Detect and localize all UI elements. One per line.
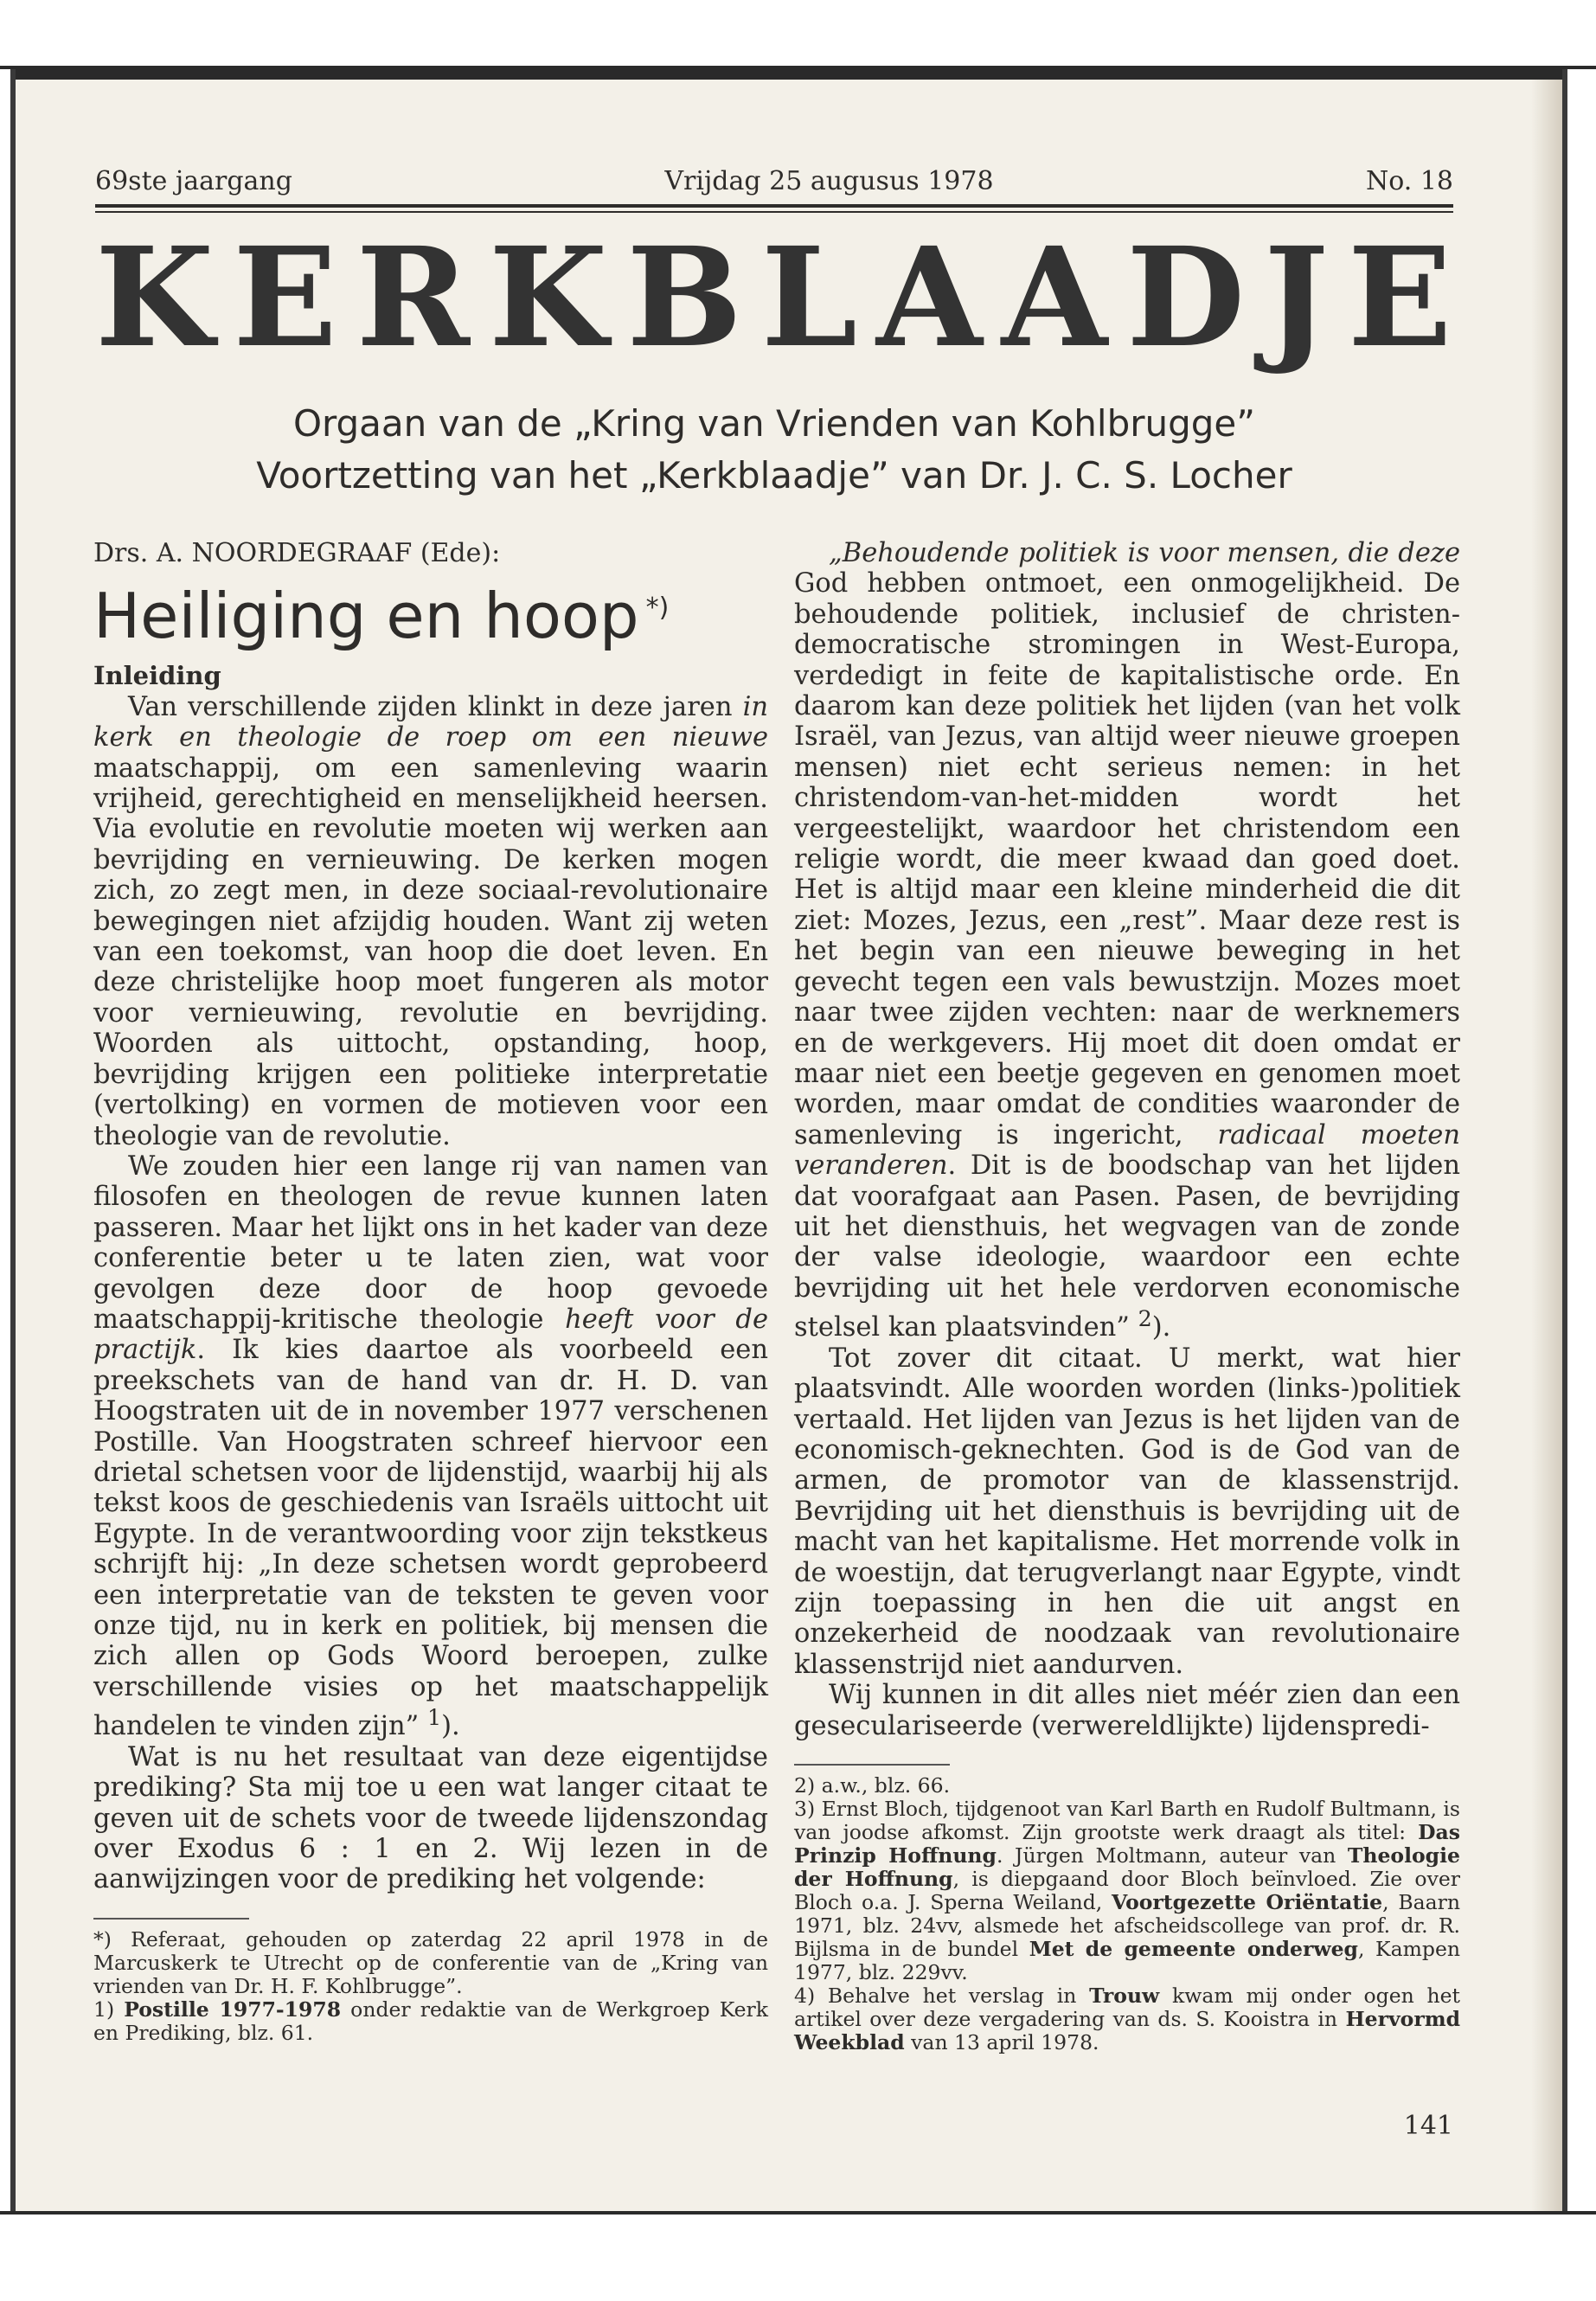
issue-date: Vrijdag 25 augusus 1978 (664, 165, 994, 196)
binding-edge-top (0, 66, 1596, 80)
quote-end: . Dit is de boodschap van het lijden dat voorafgaat aan Pasen. Pasen, de bevrijding uit het diensthuis, het wegvagen van de zonde der valse ideologie, waardoor een echte bevrijding uit het hele verdorven economische stelsel kan plaatsvinden” (794, 1150, 1460, 1343)
page-number: 141 (1403, 2111, 1453, 2141)
issue-number: No. 18 (1365, 165, 1453, 196)
quote-italic-emphasis: radicaal moeten veranderen (794, 1119, 1460, 1182)
masthead-title: KERKBLAADJE (95, 218, 1471, 378)
paragraph-1 (93, 692, 768, 1151)
footnote-3-part: , Baarn 1971, blz. 24vv, alsmede het afscheidscollege van prof. dr. R. Bijlsma in de bundel (794, 1890, 1460, 1961)
footnote-4 (794, 1984, 1460, 2054)
article-title-note: *) (645, 593, 670, 624)
paragraph-1-italic: in kerk en theologie de roep om een nieuwe (93, 691, 768, 753)
footnote-4-weekblad: Hervormd Weekblad (794, 2007, 1460, 2054)
quote-body: God hebben ontmoet, een onmogelijkheid. De behoudende politiek, inclusief de christen-democratische stromingen in West-Europa, verdedigt in feite de kapitalistische orde. En daarom kan deze politiek het lijden (van het volk Israël, van Jezus, van altijd weer nieuwe groepen mensen) niet echt serieus nemen: in het christendom-van-het-midden wordt het vergeestelijkt, waardoor het christendom een religie wordt, die meer kwaad dan goed doet. Het is altijd maar een kleine minderheid die dit ziet: Mozes, Jezus, een „rest”. Maar deze rest is het begin van een nieuwe beweging in het gevecht tegen een vals bewustzijn. Mozes moet naar twee zijden vechten: naar de werknemers en de werkgevers. Hij moet dit doen omdat er maar niet een beetje gegeven en genomen moet worden, maar omdat de condities waaronder de samenleving is ingericht, (794, 568, 1460, 1150)
footnote-3 (794, 1798, 1460, 1984)
paragraph-2-start: We zouden hier een lange rij van namen van filosofen en theologen de revue kunnen laten passeren. Maar het lijkt ons in het kader van deze conferentie beter u te laten zien, wat voor gevolgen deze door de hoop gevoede maatschappij-kritische theologie (93, 1150, 768, 1335)
masthead-subtitle-2: Voortzetting van het „Kerkblaadje” van Dr. J. C. S. Locher (256, 454, 1292, 497)
footnote-1-number: 1) (93, 1997, 125, 2022)
quote-paragraph (794, 538, 1460, 1343)
paragraph-3: Wat is nu het resultaat van deze eigentijdse prediking? Sta mij toe u een wat langer citaat te geven uit de schets voor de tweede lijdenszondag over Exodus 6 : 1 en 2. Wij lezen in de aanwijzingen voor de prediking het volgende: (93, 1741, 768, 1895)
footnote-3-part: , Kampen 1977, blz. 229vv. (794, 1937, 1460, 1984)
binding-edge-left (10, 69, 16, 2214)
footnote-3-part: . Jürgen Moltmann, auteur van (996, 1843, 1348, 1868)
footnote-4-part: 4) Behalve het verslag in (794, 1984, 1090, 2008)
footnote-star: *) Referaat, gehouden op zaterdag 22 april 1978 in de Marcuskerk te Utrecht op de conferentie van de „Kring van vrienden van Dr. H. F. Kohlbrugge”. (93, 1926, 768, 1998)
article-title (93, 568, 768, 656)
footnote-4-trouw: Trouw (1089, 1984, 1160, 2008)
footnote-4-part: van 13 april 1978. (904, 2030, 1099, 2054)
right-column (794, 538, 1460, 2054)
footnote-rule-left (93, 1918, 249, 1920)
scan-border-left (0, 69, 10, 2214)
footnote-2: 2) a.w., blz. 66. (794, 1773, 951, 1798)
section-heading: Inleiding (93, 661, 221, 691)
paragraph-4: Tot zover dit citaat. U merkt, wat hier plaatsvindt. Alle woorden worden (links-)politiek vertaald. Het lijden van Jezus is het lijden van de economisch-geknechten. God is de God van de armen, de promotor van de klassenstrijd. Bevrijding uit het diensthuis is bevrijding uit de macht van het kapitalisme. Het morrende volk in de woestijn, dat terugverlangt naar Egypte, vindt zijn toepassing in hen die uit angst en onzekerheid de noodzaak van revolutionaire klassenstrijd niet aandurven. (794, 1343, 1460, 1680)
scan-border-right (1567, 69, 1596, 2214)
quote-italic-start: „Behoudende politiek is voor mensen, die deze (829, 538, 1460, 568)
footnote-3-title-moltmann: Theologie der Hoffnung (794, 1843, 1460, 1891)
article-author: Drs. A. NOORDEGRAAF (Ede): (93, 538, 501, 568)
footnote-3-part: 3) Ernst Bloch, tijdgenoot van Karl Barth en Rudolf Bultmann, is van joodse afkomst. Zijn grootste werk draagt als titel: (794, 1797, 1460, 1844)
footnote-3-part: , is diepgaand door Bloch beïnvloed. Zie over Bloch o.a. J. Sperna Weiland, (794, 1867, 1460, 1914)
article-title-text: Heiliging en hoop (93, 580, 639, 653)
paragraph-1-start: Van verschillende zijden klinkt in deze jaren (128, 691, 743, 722)
paragraph-5: Wij kunnen in dit alles niet méér zien dan een geseculariseerde (verwereldlijkte) lijdenspredi- (794, 1680, 1460, 1741)
footnote-3-title-bundel: Met de gemeente onderweg (1029, 1937, 1358, 1961)
footnote-3-title-bloch: Das Prinzip Hoffnung (794, 1820, 1460, 1868)
paragraph-2-end: ). (441, 1711, 460, 1742)
paragraph-2-italic: heeft voor de practijk (93, 1304, 768, 1366)
quote-close: ). (1151, 1312, 1171, 1343)
masthead-subtitle-1: Orgaan van de „Kring van Vrienden van Kohlbrugge” (292, 402, 1256, 445)
footnote-1-rest: onder redaktie van de Werkgroep Kerk en Prediking, blz. 61. (93, 1997, 768, 2045)
footnote-3-title-weiland: Voortgezette Oriëntatie (1112, 1890, 1383, 1914)
footnote-ref-1: 1 (426, 1704, 442, 1731)
footnote-ref-2: 2 (1138, 1305, 1152, 1332)
volume-label: 69ste jaargang (95, 165, 292, 196)
paragraph-2 (93, 1151, 768, 1742)
header-rule-thick (95, 204, 1453, 208)
footnote-rule-right (794, 1764, 950, 1766)
footnote-1 (93, 1998, 768, 2045)
header-rule-thin (95, 211, 1453, 213)
paragraph-1-rest: maatschappij, om een samenleving waarin vrijheid, gerechtigheid en menselijkheid heersen. Via evolutie en revolutie moeten wij werken aan bevrijding en vernieuwing. De kerken mogen zich, zo zegt men, in deze sociaal-revolutionaire bewegingen niet afzijdig houden. Want zij weten van een toekomst, van hoop die doet leven. En deze christelijke hoop moet fungeren als motor voor vernieuwing, revolutie en bevrijding. Woorden als uittocht, opstanding, hoop, bevrijding krijgen een politieke interpretatie (vertolking) en vormen de motieven voor een theologie van de revolutie. (93, 753, 768, 1151)
footnote-4-part: kwam mij onder ogen het artikel over deze vergadering van ds. S. Kooistra in (794, 1984, 1460, 2031)
scan-border-top (0, 0, 1596, 69)
footnote-1-title: Postille 1977-1978 (124, 1997, 342, 2022)
running-header (95, 159, 1453, 202)
scan-border-bottom (0, 2214, 1596, 2301)
left-column (93, 538, 768, 2045)
paragraph-2-rest: . Ik kies daartoe als voorbeeld een preekschets van de hand van dr. H. D. van Hoogstraten uit de in november 1977 verschenen Postille. Van Hoogstraten schreef hiervoor een drietal schetsen voor de lijdenstijd, waarbij hij als tekst koos de geschiedenis van Israëls uittocht uit Egypte. In de verantwoording voor zijn tekstkeus schrijft hij: „In deze schetsen wordt geprobeerd een interpretatie van de teksten te geven voor onze tijd, nu in kerk en politiek, bij mensen die zich allen op Gods Woord beroepen, zulke verschillende visies op het maatschappelijk handelen te vinden zijn” (93, 1335, 768, 1742)
